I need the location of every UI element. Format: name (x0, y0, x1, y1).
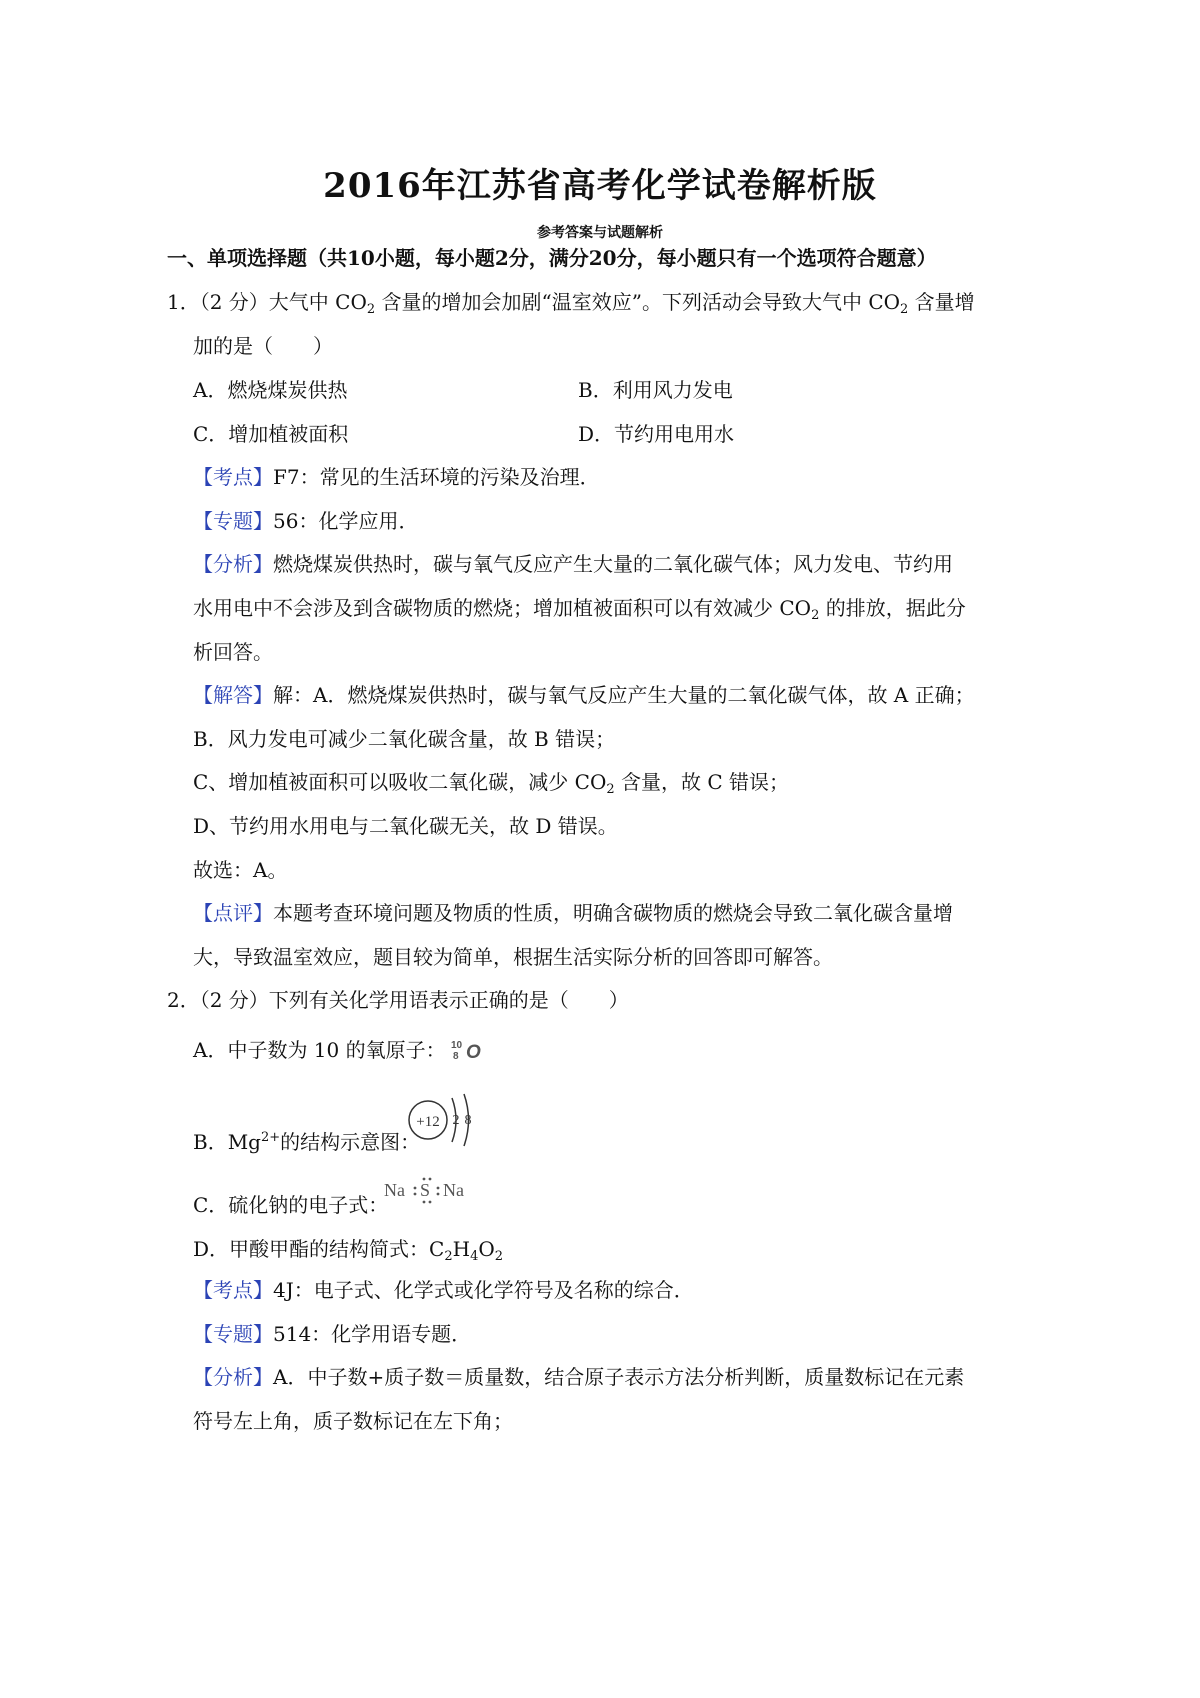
electron-dot (423, 1178, 426, 1181)
isotope-element-symbol: O (466, 1042, 481, 1063)
electron-dot (429, 1201, 432, 1204)
q1-jieda-line2: B．风力发电可减少二氧化碳含量，故 B 错误； (193, 727, 616, 751)
shell-2-electrons: 8 (464, 1113, 472, 1128)
isotope-atomic-number: 8 (453, 1051, 459, 1062)
mg-ion-structure-diagram (402, 1088, 482, 1152)
q1-fenxi-line3: 析回答。 (193, 640, 273, 664)
q1-stem-line1: 1．（2 分）大气中 $CO_2$ 含量的增加会加剧“温室效应”。下列活动会导致大气中 $CO_2$ 含量增 (167, 290, 975, 317)
q1-fenxi-line1: 【分析】燃烧煤炭供热时，碳与氧气反应产生大量的二氧化碳气体；风力发电、节约用 (193, 552, 953, 576)
q2-stem: 2．（2 分）下列有关化学用语表示正确的是（ ） (167, 988, 629, 1012)
electron-dot (414, 1187, 417, 1190)
q1-option-d: D．节约用电用水 (578, 422, 735, 446)
electron-dot (423, 1201, 426, 1204)
q2-option-a: A．中子数为 10 的氧原子： (193, 1038, 446, 1062)
q1-option-c: C．增加植被面积 (193, 422, 349, 446)
q2-option-c: C．硫化钠的电子式： (193, 1193, 389, 1217)
isotope-mass-number: 10 (451, 1040, 463, 1051)
electron-dot (437, 1193, 440, 1196)
q1-zhuanti: 【专题】56：化学应用． (193, 509, 419, 533)
section-heading: 一、单项选择题（共10小题，每小题2分，满分20分，每小题只有一个选项符合题意） (167, 246, 937, 270)
na2s-electron-formula (384, 1176, 474, 1206)
q1-jieda-line4: D、节约用水用电与二氧化碳无关，故 D 错误。 (193, 814, 618, 838)
electron-dot (429, 1178, 432, 1181)
q1-fenxi-line2: 水用电中不会涉及到含碳物质的燃烧；增加植被面积可以有效减少 $CO_2$ 的排放，据此分 (193, 596, 966, 623)
sodium-left: Na (384, 1180, 405, 1200)
q2-fenxi-line1: 【分析】A．中子数+质子数＝质量数，结合原子表示方法分析判断，质量数标记在元素 (193, 1365, 965, 1389)
q2-option-d: D．甲酸甲酯的结构简式：$C_2H_4O_2$ (193, 1237, 504, 1264)
sodium-right: Na (443, 1180, 464, 1200)
shell-1-electrons: 2 (452, 1113, 460, 1128)
q1-option-a: A．燃烧煤炭供热 (193, 378, 348, 402)
electron-dot (437, 1187, 440, 1190)
nucleus-charge: +12 (416, 1114, 440, 1130)
q1-dianping-line1: 【点评】本题考查环境问题及物质的性质，明确含碳物质的燃烧会导致二氧化碳含量增 (193, 901, 953, 925)
page-subtitle: 参考答案与试题解析 (537, 225, 663, 241)
electron-dot (414, 1193, 417, 1196)
q1-jieda-line3: C、增加植被面积可以吸收二氧化碳，减少 $CO_2$ 含量，故 C 错误； (193, 770, 790, 797)
q2-option-b: B．$Mg^{2+}$的结构示意图： (193, 1130, 421, 1154)
page-title: 2016年江苏省高考化学试卷解析版 (323, 166, 877, 206)
q1-dianping-line2: 大，导致温室效应，题目较为简单，根据生活实际分析的回答即可解答。 (193, 945, 833, 969)
q1-kaodian: 【考点】F7：常见的生活环境的污染及治理． (193, 465, 600, 489)
oxygen-isotope-symbol (450, 1038, 490, 1064)
q2-zhuanti: 【专题】514：化学用语专题． (193, 1322, 472, 1346)
q1-jieda-line1: 【解答】解：A．燃烧煤炭供热时，碳与氧气反应产生大量的二氧化碳气体，故 A 正确； (193, 683, 975, 707)
q2-kaodian: 【考点】4J：电子式、化学式或化学符号及名称的综合． (193, 1278, 694, 1302)
q1-jieda-line5: 故选：A。 (193, 858, 288, 882)
q2-fenxi-line2: 符号左上角，质子数标记在左下角； (193, 1409, 513, 1433)
q1-option-b: B．利用风力发电 (578, 378, 733, 402)
sulfur: S (420, 1180, 431, 1200)
q1-stem-line2: 加的是（ ） (193, 334, 333, 358)
